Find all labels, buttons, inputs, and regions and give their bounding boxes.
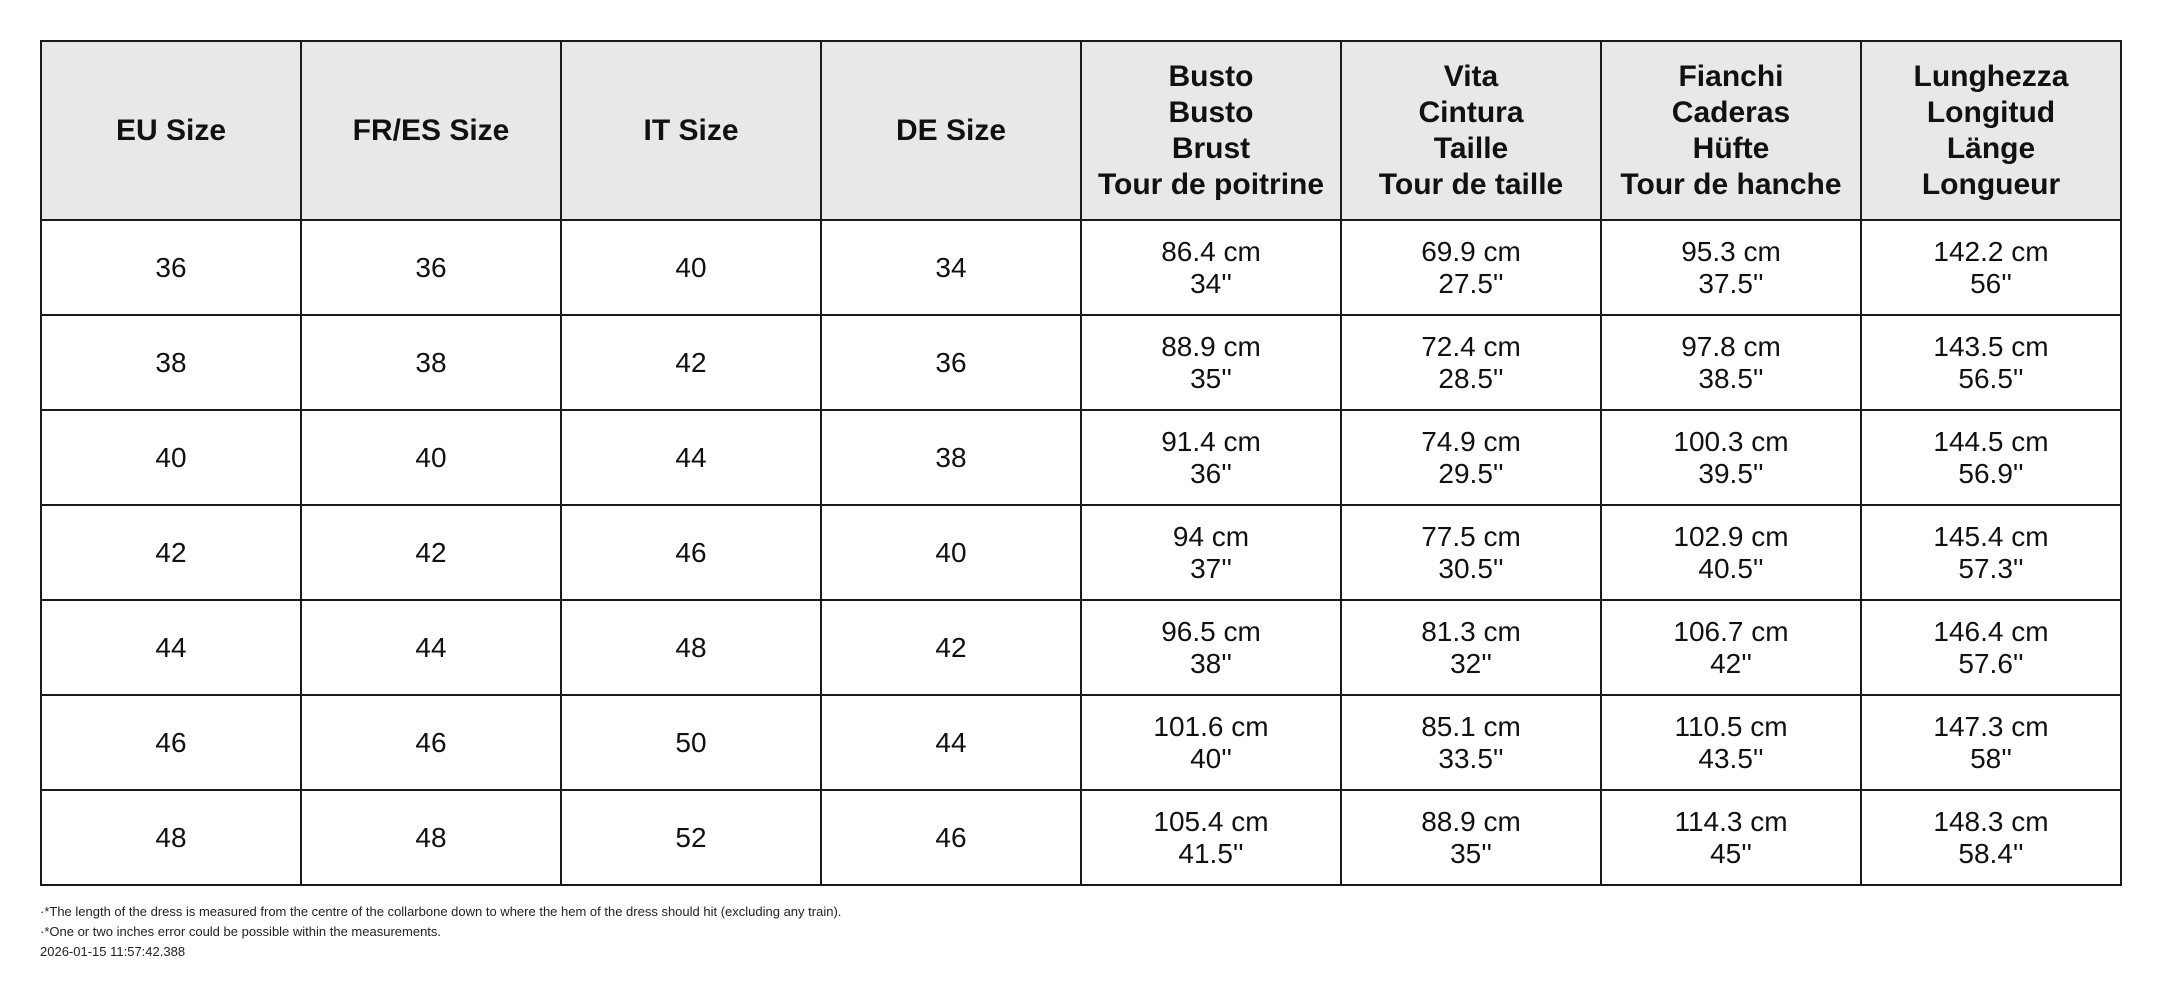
cell-value: 105.4 cm	[1153, 805, 1269, 837]
size-chart-body	[41, 220, 2121, 885]
table-row	[41, 695, 2121, 790]
it-size-cell	[561, 410, 821, 505]
cell-value: 40.5''	[1698, 552, 1764, 584]
cell-value: 44	[935, 726, 967, 758]
cell-value: 38	[415, 346, 447, 378]
hips-cell	[1601, 410, 1861, 505]
cell-value: 100.3 cm	[1673, 425, 1789, 457]
length-cell	[1861, 600, 2121, 695]
bust-cell	[1081, 220, 1341, 315]
cell-value: 146.4 cm	[1933, 615, 2049, 647]
cell-value: 143.5 cm	[1933, 330, 2049, 362]
cell-value: 46	[935, 821, 967, 853]
cell-value: 85.1 cm	[1421, 710, 1521, 742]
cell-value: 48	[155, 821, 187, 853]
cell-value: 32''	[1450, 647, 1492, 679]
cell-value: 57.3''	[1958, 552, 2024, 584]
eu-size-cell	[41, 410, 301, 505]
footnote-measurement-error: ·*One or two inches error could be possible within the measurements.	[40, 924, 442, 939]
footnote-dress-length: ·*The length of the dress is measured from the centre of the collarbone down to where the hem of the dress should hit (excluding any train).	[40, 904, 842, 919]
table-row	[41, 315, 2121, 410]
cell-value: 44	[155, 631, 187, 663]
cell-value: 38	[935, 441, 967, 473]
cell-value: 74.9 cm	[1421, 425, 1521, 457]
header-label-line: Taille	[1433, 131, 1509, 165]
cell-value: 46	[155, 726, 187, 758]
cell-value: 42	[155, 536, 187, 568]
cell-value: 106.7 cm	[1673, 615, 1789, 647]
header-label-line: Lunghezza	[1913, 59, 2069, 93]
cell-value: 91.4 cm	[1161, 425, 1261, 457]
table-row	[41, 220, 2121, 315]
eu-size-cell	[41, 315, 301, 410]
cell-value: 36''	[1190, 457, 1232, 489]
cell-value: 33.5''	[1438, 742, 1504, 774]
cell-value: 56.9''	[1958, 457, 2024, 489]
cell-value: 44	[415, 631, 447, 663]
cell-value: 56.5''	[1958, 362, 2024, 394]
cell-value: 42	[675, 346, 707, 378]
de-size-cell	[821, 790, 1081, 885]
cell-value: 40	[675, 251, 707, 283]
cell-value: 42	[935, 631, 967, 663]
cell-value: 30.5''	[1438, 552, 1504, 584]
header-waist	[1341, 41, 1601, 220]
waist-cell	[1341, 505, 1601, 600]
fr-es-size-cell	[301, 600, 561, 695]
header-label-line: Vita	[1443, 59, 1499, 93]
header-label-line: Longueur	[1921, 167, 2061, 201]
cell-value: 42''	[1710, 647, 1752, 679]
header-label-line: Tour de hanche	[1620, 167, 1842, 201]
cell-value: 40	[935, 536, 967, 568]
cell-value: 34''	[1190, 267, 1232, 299]
hips-cell	[1601, 505, 1861, 600]
header-it-size	[561, 41, 821, 220]
header-label-line: FR/ES Size	[352, 113, 510, 147]
de-size-cell	[821, 695, 1081, 790]
cell-value: 97.8 cm	[1681, 330, 1781, 362]
header-row	[41, 41, 2121, 220]
bust-cell	[1081, 315, 1341, 410]
waist-cell	[1341, 600, 1601, 695]
header-label-line: DE Size	[895, 113, 1007, 147]
header-length	[1861, 41, 2121, 220]
fr-es-size-cell	[301, 505, 561, 600]
header-label-line: Brust	[1171, 131, 1251, 165]
cell-value: 86.4 cm	[1161, 235, 1261, 267]
de-size-cell	[821, 600, 1081, 695]
header-hips	[1601, 41, 1861, 220]
cell-value: 40	[415, 441, 447, 473]
hips-cell	[1601, 790, 1861, 885]
table-row	[41, 410, 2121, 505]
de-size-cell	[821, 410, 1081, 505]
cell-value: 38''	[1190, 647, 1232, 679]
cell-value: 81.3 cm	[1421, 615, 1521, 647]
cell-value: 34	[935, 251, 967, 283]
cell-value: 41.5''	[1178, 837, 1244, 869]
cell-value: 48	[675, 631, 707, 663]
table-row	[41, 505, 2121, 600]
bust-cell	[1081, 505, 1341, 600]
cell-value: 52	[675, 821, 707, 853]
cell-value: 101.6 cm	[1153, 710, 1269, 742]
header-label-line: Busto	[1168, 59, 1254, 93]
cell-value: 50	[675, 726, 707, 758]
eu-size-cell	[41, 220, 301, 315]
cell-value: 58''	[1970, 742, 2012, 774]
cell-value: 36	[155, 251, 187, 283]
cell-value: 114.3 cm	[1674, 805, 1788, 837]
size-chart-header	[41, 41, 2121, 220]
eu-size-cell	[41, 790, 301, 885]
cell-value: 77.5 cm	[1421, 520, 1521, 552]
cell-value: 27.5''	[1438, 267, 1504, 299]
hips-cell	[1601, 600, 1861, 695]
header-label-line: Tour de taille	[1378, 167, 1564, 201]
it-size-cell	[561, 220, 821, 315]
table-row	[41, 790, 2121, 885]
header-label-line: Fianchi	[1678, 59, 1784, 93]
length-cell	[1861, 410, 2121, 505]
cell-value: 88.9 cm	[1161, 330, 1261, 362]
hips-cell	[1601, 695, 1861, 790]
length-cell	[1861, 695, 2121, 790]
length-cell	[1861, 315, 2121, 410]
fr-es-size-cell	[301, 790, 561, 885]
header-label-line: Caderas	[1671, 95, 1791, 129]
cell-value: 144.5 cm	[1933, 425, 2049, 457]
header-label-line: Cintura	[1418, 95, 1524, 129]
waist-cell	[1341, 790, 1601, 885]
header-eu-size	[41, 41, 301, 220]
cell-value: 28.5''	[1438, 362, 1504, 394]
waist-cell	[1341, 695, 1601, 790]
cell-value: 88.9 cm	[1421, 805, 1521, 837]
waist-cell	[1341, 410, 1601, 505]
length-cell	[1861, 790, 2121, 885]
length-cell	[1861, 505, 2121, 600]
hips-cell	[1601, 220, 1861, 315]
cell-value: 147.3 cm	[1933, 710, 2049, 742]
cell-value: 37.5''	[1698, 267, 1764, 299]
bust-cell	[1081, 410, 1341, 505]
header-label-line: IT Size	[643, 113, 739, 147]
header-label-line: Länge	[1946, 131, 2036, 165]
fr-es-size-cell	[301, 410, 561, 505]
fr-es-size-cell	[301, 220, 561, 315]
cell-value: 145.4 cm	[1933, 520, 2049, 552]
footnotes	[40, 902, 841, 962]
header-label-line: Longitud	[1926, 95, 2056, 129]
bust-cell	[1081, 790, 1341, 885]
de-size-cell	[821, 505, 1081, 600]
cell-value: 35''	[1450, 837, 1492, 869]
eu-size-cell	[41, 505, 301, 600]
header-label-line: Busto	[1168, 95, 1254, 129]
cell-value: 37''	[1190, 552, 1232, 584]
it-size-cell	[561, 790, 821, 885]
timestamp: 2026-01-15 11:57:42.388	[40, 944, 186, 959]
cell-value: 148.3 cm	[1933, 805, 2049, 837]
bust-cell	[1081, 695, 1341, 790]
cell-value: 95.3 cm	[1681, 235, 1781, 267]
cell-value: 69.9 cm	[1421, 235, 1521, 267]
header-fr-es-size	[301, 41, 561, 220]
de-size-cell	[821, 220, 1081, 315]
hips-cell	[1601, 315, 1861, 410]
cell-value: 38	[155, 346, 187, 378]
cell-value: 39.5''	[1698, 457, 1764, 489]
cell-value: 40''	[1190, 742, 1232, 774]
cell-value: 94 cm	[1172, 520, 1250, 552]
cell-value: 57.6''	[1958, 647, 2024, 679]
cell-value: 36	[935, 346, 967, 378]
cell-value: 42	[415, 536, 447, 568]
header-bust	[1081, 41, 1341, 220]
cell-value: 44	[675, 441, 707, 473]
cell-value: 38.5''	[1698, 362, 1764, 394]
table-row	[41, 600, 2121, 695]
cell-value: 110.5 cm	[1674, 710, 1788, 742]
cell-value: 40	[155, 441, 187, 473]
waist-cell	[1341, 315, 1601, 410]
cell-value: 35''	[1190, 362, 1232, 394]
cell-value: 58.4''	[1958, 837, 2024, 869]
cell-value: 102.9 cm	[1673, 520, 1789, 552]
size-chart-table	[40, 40, 2122, 886]
bust-cell	[1081, 600, 1341, 695]
eu-size-cell	[41, 600, 301, 695]
cell-value: 96.5 cm	[1161, 615, 1261, 647]
fr-es-size-cell	[301, 695, 561, 790]
cell-value: 72.4 cm	[1421, 330, 1521, 362]
header-label-line: EU Size	[115, 113, 227, 147]
cell-value: 29.5''	[1438, 457, 1504, 489]
de-size-cell	[821, 315, 1081, 410]
cell-value: 36	[415, 251, 447, 283]
cell-value: 56''	[1970, 267, 2012, 299]
cell-value: 43.5''	[1698, 742, 1764, 774]
header-label-line: Hüfte	[1692, 131, 1770, 165]
cell-value: 142.2 cm	[1933, 235, 2049, 267]
cell-value: 46	[415, 726, 447, 758]
eu-size-cell	[41, 695, 301, 790]
it-size-cell	[561, 315, 821, 410]
fr-es-size-cell	[301, 315, 561, 410]
length-cell	[1861, 220, 2121, 315]
it-size-cell	[561, 505, 821, 600]
header-label-line: Tour de poitrine	[1097, 167, 1325, 201]
cell-value: 45''	[1710, 837, 1752, 869]
waist-cell	[1341, 220, 1601, 315]
it-size-cell	[561, 695, 821, 790]
header-de-size	[821, 41, 1081, 220]
cell-value: 48	[415, 821, 447, 853]
cell-value: 46	[675, 536, 707, 568]
it-size-cell	[561, 600, 821, 695]
